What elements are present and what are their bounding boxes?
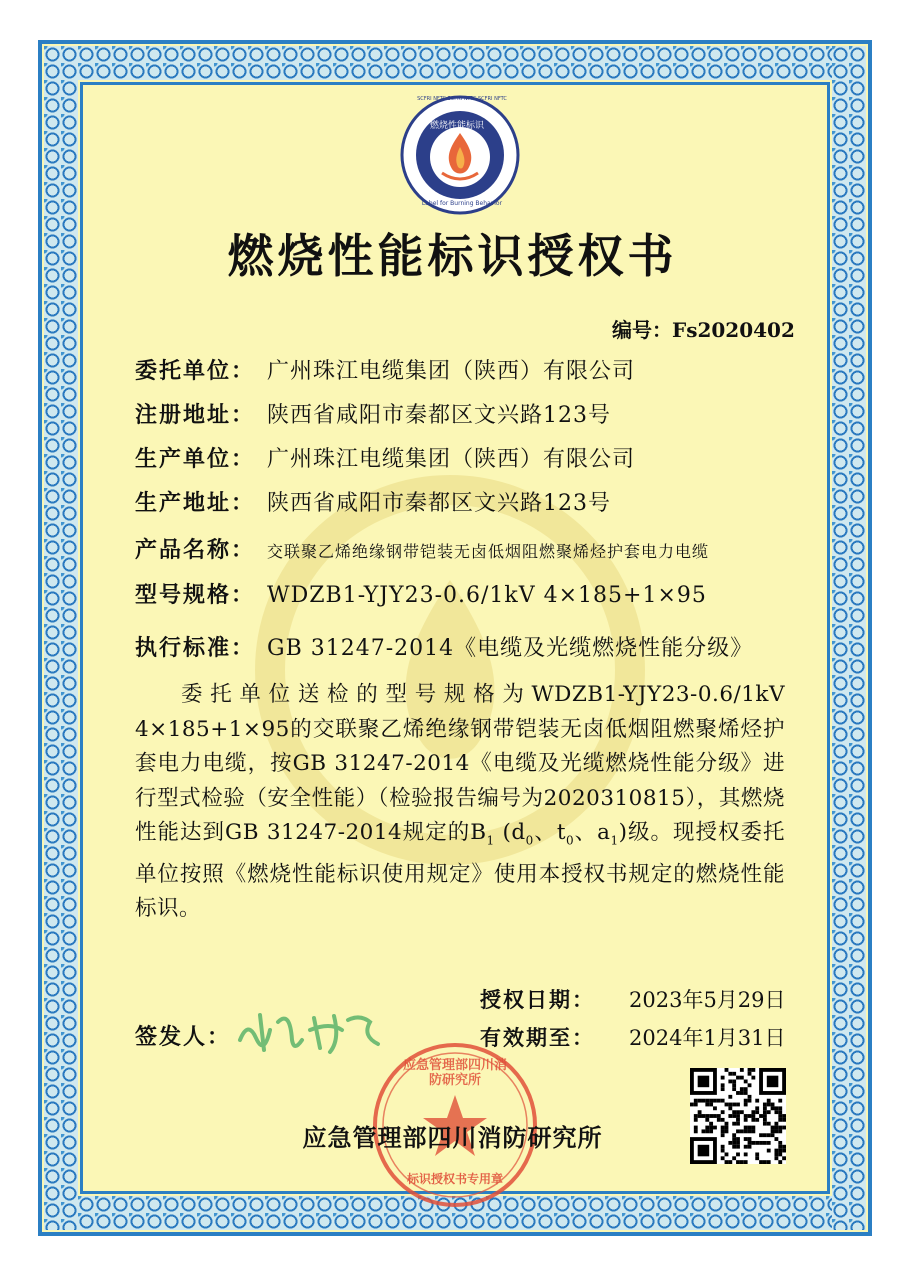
burning-behavior-label-logo [400, 95, 520, 215]
valid-until-value: 2024年1月31日 [629, 1026, 786, 1050]
field-value: 广州珠江电缆集团（陕西）有限公司 [267, 447, 636, 472]
paragraph-subscript: 1 [486, 833, 495, 848]
seal-bottom-text: 标识授权书专用章 [406, 1172, 503, 1186]
seal-ring-text: 应急管理部四川消防研究所 [402, 1058, 507, 1088]
auth-date-label: 授权日期： [480, 987, 595, 1012]
field-row-production-address [135, 486, 611, 517]
paragraph-text: (d [494, 820, 526, 845]
paragraph-text: 、t [533, 820, 566, 845]
field-row-standard [135, 631, 753, 662]
paragraph-subscript: 1 [610, 833, 619, 848]
handwritten-signature [230, 1000, 390, 1060]
field-label: 生产地址： [135, 490, 256, 516]
paragraph-subscript: 0 [565, 833, 575, 848]
signer-label: 签发人： [135, 1024, 232, 1050]
paragraph-text: 、a [574, 820, 611, 845]
field-row-client [135, 354, 635, 385]
field-row-registered-address [135, 398, 611, 429]
field-value: WDZB1-YJY23-0.6/1kV 4×185+1×95 [267, 583, 707, 608]
field-label: 产品名称： [135, 537, 256, 563]
paragraph-text: 委托单位送检的型号规格为WDZB1-YJY23-0.6/1kV 4×185+1×95的交联聚乙烯绝缘钢带铠装无卤低烟阻燃聚烯烃护套电力电缆，按GB 31247-2014《电缆及光缆燃烧性能分级》进行型式检验（安全性能）（检验报告编号为2020310815），其燃烧性能达到GB 31247-2014规定的B [135, 682, 785, 845]
field-row-producer [135, 442, 635, 473]
paragraph-text: )级。现授权委托单位按照《燃烧性能标识使用规定》使用本授权书规定的燃烧性能标识。 [135, 820, 785, 922]
paragraph-subscript: 0 [525, 833, 534, 848]
field-value: 陕西省咸阳市秦都区文兴路123号 [267, 403, 611, 428]
valid-until-label: 有效期至： [480, 1025, 595, 1050]
qr-code[interactable] [690, 1068, 786, 1164]
field-value: 陕西省咸阳市秦都区文兴路123号 [267, 491, 611, 516]
field-row-model-spec [135, 578, 707, 609]
field-row-product-name [135, 533, 709, 564]
field-label: 委托单位： [135, 358, 256, 384]
issuing-organization: 应急管理部四川消防研究所 [302, 1123, 603, 1152]
field-label: 注册地址： [135, 402, 256, 428]
field-value: 交联聚乙烯绝缘钢带铠装无卤低烟阻燃聚烯烃护套电力电缆 [267, 542, 710, 561]
certificate-number: 编号：Fs2020402 [612, 318, 795, 342]
logo-ring-text: SCFRI NFTC SCFRI NFTC SCFRI NFTC [417, 96, 507, 102]
auth-date-value: 2023年5月29日 [629, 988, 786, 1012]
field-label: 执行标准： [135, 635, 256, 661]
authorization-paragraph [135, 678, 785, 927]
field-value: GB 31247-2014《电缆及光缆燃烧性能分级》 [267, 636, 754, 661]
certificate-title: 燃烧性能标识授权书 [227, 229, 678, 283]
field-value: 广州珠江电缆集团（陕西）有限公司 [267, 359, 636, 384]
authorization-date [480, 984, 786, 1014]
field-label: 型号规格： [135, 582, 256, 608]
logo-english-text: Label for Burning Behavior [421, 200, 503, 207]
field-label: 生产单位： [135, 446, 256, 472]
logo-center-text: 燃烧性能标识 [430, 121, 485, 131]
